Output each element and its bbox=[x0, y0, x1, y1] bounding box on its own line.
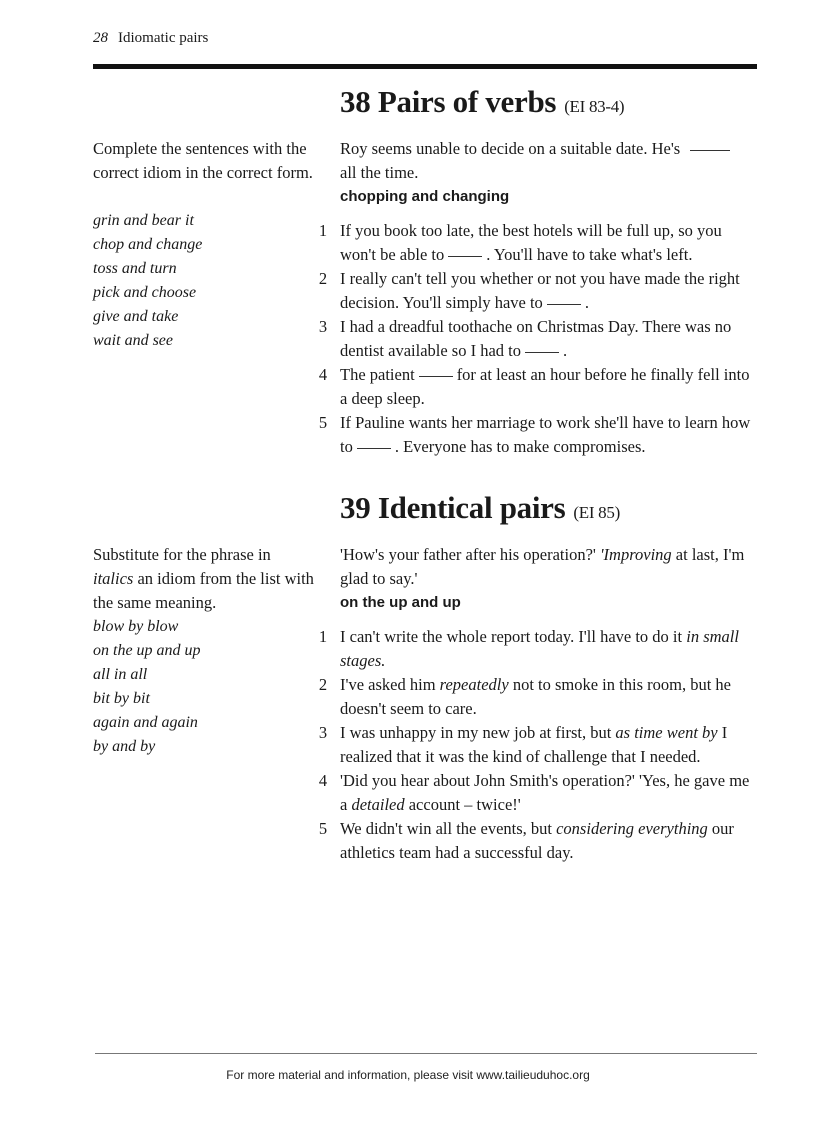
section-38-items bbox=[316, 219, 756, 459]
idiom-item: blow by blow bbox=[93, 618, 179, 635]
exercise-item bbox=[316, 769, 756, 817]
section-number: 39 bbox=[340, 490, 371, 525]
item-text: The patient bbox=[340, 365, 415, 384]
item-text: 'Did you hear about John Smith's operation?' 'Yes, he gave me a bbox=[340, 771, 750, 814]
exercise-item bbox=[316, 315, 756, 363]
item-number: 2 bbox=[318, 269, 328, 288]
answer-blank bbox=[419, 376, 453, 377]
item-text: We didn't win all the events, but bbox=[340, 819, 552, 838]
item-italic: considering everything bbox=[556, 819, 708, 838]
exercise-item bbox=[316, 219, 756, 267]
example-italic: 'Improving bbox=[600, 545, 672, 564]
idiom-item: give and take bbox=[93, 308, 179, 325]
section-reference: (EI 85) bbox=[573, 503, 620, 522]
instruction-text: Substitute for the phrase in bbox=[93, 545, 271, 564]
example-text: Roy seems unable to decide on a suitable date. He's bbox=[340, 139, 681, 158]
exercise-item bbox=[316, 625, 756, 673]
item-text: . Everyone has to make compromises. bbox=[394, 437, 646, 456]
section-38-example bbox=[340, 137, 750, 209]
item-text: account – twice!' bbox=[408, 795, 521, 814]
exercise-item bbox=[316, 673, 756, 721]
idiom-item: wait and see bbox=[93, 332, 173, 349]
item-italic: repeatedly bbox=[439, 675, 509, 694]
section-39-title bbox=[340, 490, 620, 526]
section-38-instruction: Complete the sentences with the correct idiom in the correct form. bbox=[93, 139, 313, 182]
item-italic: as time went by bbox=[615, 723, 718, 742]
section-39-instruction bbox=[93, 543, 315, 615]
section-number: 38 bbox=[340, 84, 371, 119]
item-text: If Pauline wants her marriage to work she'll have to learn how to bbox=[340, 413, 751, 456]
idiom-item: by and by bbox=[93, 738, 156, 755]
idiom-item: pick and choose bbox=[93, 284, 197, 301]
running-title: Idiomatic pairs bbox=[118, 30, 209, 46]
exercise-item bbox=[316, 267, 756, 315]
item-text: I really can't tell you whether or not you have made the right decision. You'll simply have to bbox=[340, 269, 740, 312]
answer-blank bbox=[690, 150, 730, 151]
footer-note: For more material and information, please visit www.tailieuduhoc.org bbox=[226, 1068, 590, 1082]
exercise-item bbox=[316, 721, 756, 769]
idiom-item: chop and change bbox=[93, 236, 203, 253]
item-text: I was unhappy in my new job at first, but bbox=[340, 723, 612, 742]
item-number: 5 bbox=[318, 413, 328, 432]
instruction-text: an idiom from the list with the same meaning. bbox=[93, 569, 314, 612]
idiom-item: on the up and up bbox=[93, 642, 201, 659]
exercise-item bbox=[316, 411, 756, 459]
page-number: 28 bbox=[93, 30, 108, 46]
section-38-idiom-list bbox=[93, 209, 315, 353]
section-reference: (EI 83-4) bbox=[564, 97, 625, 116]
section-39-idiom-list bbox=[93, 615, 315, 759]
item-italic: detailed bbox=[351, 795, 405, 814]
item-text: I had a dreadful toothache on Christmas Day. There was no dentist available so I had to bbox=[340, 317, 732, 360]
answer-blank bbox=[547, 304, 581, 305]
item-number: 3 bbox=[318, 723, 328, 742]
item-number: 1 bbox=[318, 627, 328, 646]
item-number: 4 bbox=[318, 365, 328, 384]
answer-blank bbox=[525, 352, 559, 353]
example-answer: on the up and up bbox=[340, 594, 461, 611]
item-number: 5 bbox=[318, 819, 328, 838]
item-text: our athletics team had a successful day. bbox=[340, 819, 734, 862]
footer-rule bbox=[95, 1053, 757, 1054]
section-heading: Pairs of verbs bbox=[377, 84, 557, 119]
item-text: I've asked him bbox=[340, 675, 436, 694]
item-text: . bbox=[584, 293, 589, 312]
item-text: I realized that it was the kind of challenge that I needed. bbox=[340, 723, 728, 766]
header-rule bbox=[93, 64, 757, 69]
section-39-items bbox=[316, 625, 756, 865]
item-text: I can't write the whole report today. I'll have to do it bbox=[340, 627, 683, 646]
answer-blank bbox=[448, 256, 482, 257]
example-text: all the time. bbox=[340, 163, 419, 182]
item-text: . bbox=[563, 341, 568, 360]
instruction-italic: italics bbox=[93, 569, 134, 588]
answer-blank bbox=[357, 448, 391, 449]
item-text: for at least an hour before he finally fell into a deep sleep. bbox=[340, 365, 750, 408]
idiom-item: bit by bit bbox=[93, 690, 150, 707]
idiom-item: toss and turn bbox=[93, 260, 177, 277]
example-text: 'How's your father after his operation?' bbox=[340, 545, 596, 564]
exercise-item bbox=[316, 363, 756, 411]
running-header bbox=[93, 30, 208, 47]
item-text: . You'll have to take what's left. bbox=[486, 245, 693, 264]
exercise-item bbox=[316, 817, 756, 865]
item-text: If you book too late, the best hotels will be full up, so you won't be able to bbox=[340, 221, 722, 264]
section-38-title bbox=[340, 84, 624, 120]
idiom-item: grin and bear it bbox=[93, 212, 194, 229]
example-text: at last, I'm glad to say.' bbox=[340, 545, 745, 588]
section-39-example bbox=[340, 543, 750, 615]
item-text: not to smoke in this room, but he doesn't seem to care. bbox=[340, 675, 731, 718]
example-answer: chopping and changing bbox=[340, 188, 510, 205]
item-number: 4 bbox=[318, 771, 328, 790]
item-number: 3 bbox=[318, 317, 328, 336]
item-italic: in small stages. bbox=[340, 627, 739, 670]
idiom-item: again and again bbox=[93, 714, 198, 731]
item-number: 1 bbox=[318, 221, 328, 240]
section-heading: Identical pairs bbox=[377, 490, 566, 525]
idiom-item: all in all bbox=[93, 666, 148, 683]
item-number: 2 bbox=[318, 675, 328, 694]
